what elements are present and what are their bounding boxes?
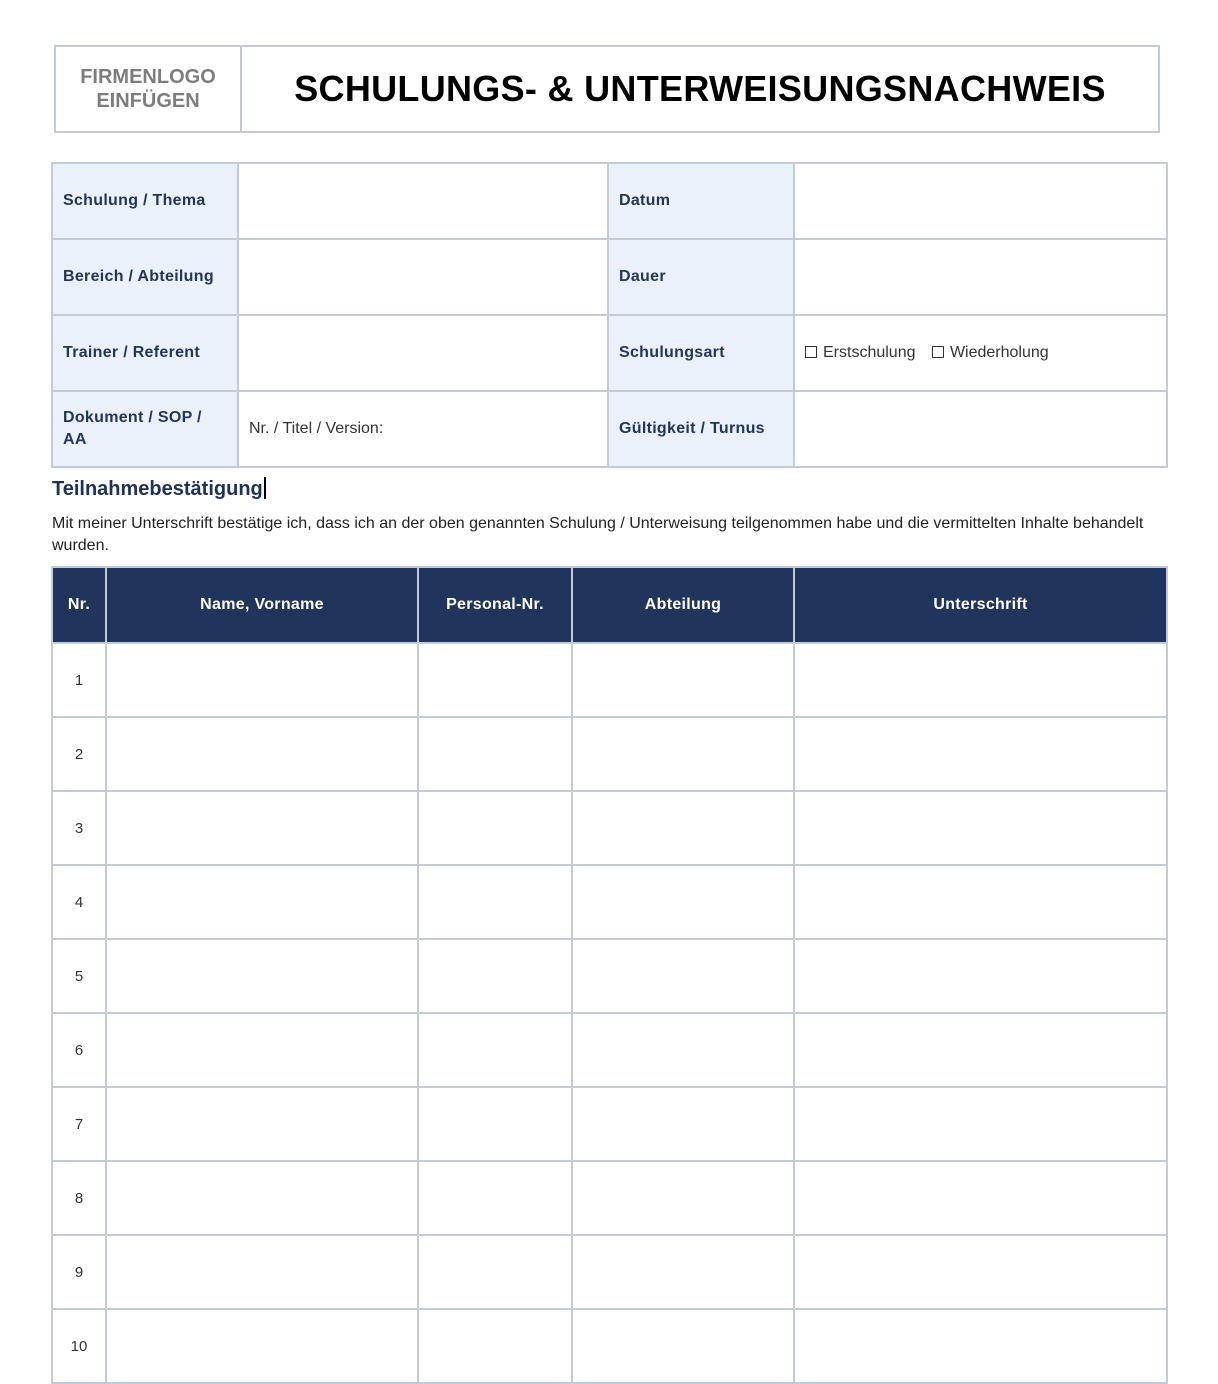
dauer-field[interactable]: [794, 239, 1167, 315]
name-cell[interactable]: [106, 1161, 418, 1235]
row-number: 1: [52, 643, 106, 717]
column-header-unterschrift: Unterschrift: [794, 567, 1167, 643]
schulung-field[interactable]: [238, 163, 608, 239]
unterschrift-cell[interactable]: [794, 939, 1167, 1013]
unterschrift-cell[interactable]: [794, 717, 1167, 791]
erstschulung-option[interactable]: [805, 344, 916, 361]
table-row: [52, 1013, 1167, 1087]
abteilung-cell[interactable]: [572, 1309, 794, 1383]
row-number: 9: [52, 1235, 106, 1309]
table-row: [52, 1309, 1167, 1383]
row-number: 4: [52, 865, 106, 939]
unterschrift-cell[interactable]: [794, 865, 1167, 939]
checkbox-icon[interactable]: [805, 346, 817, 358]
wiederholung-option[interactable]: [932, 344, 1049, 361]
abteilung-cell[interactable]: [572, 1087, 794, 1161]
schulungsart-field: [794, 315, 1167, 391]
abteilung-cell[interactable]: [572, 1013, 794, 1087]
dokument-label: Dokument / SOP / AA: [52, 391, 238, 467]
row-number: 5: [52, 939, 106, 1013]
row-number: 7: [52, 1087, 106, 1161]
row-number: 3: [52, 791, 106, 865]
unterschrift-cell[interactable]: [794, 1013, 1167, 1087]
personal-nr-cell[interactable]: [418, 939, 572, 1013]
column-header-personal-nr: Personal-Nr.: [418, 567, 572, 643]
personal-nr-cell[interactable]: [418, 717, 572, 791]
section-title: [52, 477, 266, 501]
training-info-table: [51, 162, 1168, 468]
document-header: [54, 45, 1160, 133]
table-row: [52, 1235, 1167, 1309]
abteilung-cell[interactable]: [572, 865, 794, 939]
section-title-text: Teilnahmebestätigung: [52, 478, 263, 500]
table-row: [52, 717, 1167, 791]
unterschrift-cell[interactable]: [794, 1309, 1167, 1383]
gueltigkeit-label: Gültigkeit / Turnus: [608, 391, 794, 467]
name-cell[interactable]: [106, 939, 418, 1013]
checkbox-icon[interactable]: [932, 346, 944, 358]
unterschrift-cell[interactable]: [794, 1087, 1167, 1161]
table-row: [52, 939, 1167, 1013]
bereich-field[interactable]: [238, 239, 608, 315]
gueltigkeit-field[interactable]: [794, 391, 1167, 467]
name-cell[interactable]: [106, 1087, 418, 1161]
name-cell[interactable]: [106, 865, 418, 939]
confirmation-text: Mit meiner Unterschrift bestätige ich, dass ich an der oben genannten Schulung / Unterweisung teilgenommen habe und die vermittelten Inhalte behandelt wurden.: [52, 515, 1144, 554]
trainer-field[interactable]: [238, 315, 608, 391]
table-row: [52, 643, 1167, 717]
wiederholung-label: Wiederholung: [949, 344, 1049, 361]
abteilung-cell[interactable]: [572, 643, 794, 717]
row-number: 8: [52, 1161, 106, 1235]
unterschrift-cell[interactable]: [794, 791, 1167, 865]
personal-nr-cell[interactable]: [418, 1309, 572, 1383]
logo-line-2: EINFÜGEN: [96, 90, 200, 112]
personal-nr-cell[interactable]: [418, 791, 572, 865]
participants-table: [51, 566, 1168, 1384]
dokument-field[interactable]: Nr. / Titel / Version:: [238, 391, 608, 467]
unterschrift-cell[interactable]: [794, 1161, 1167, 1235]
personal-nr-cell[interactable]: [418, 643, 572, 717]
column-header-abteilung: Abteilung: [572, 567, 794, 643]
personal-nr-cell[interactable]: [418, 1235, 572, 1309]
personal-nr-cell[interactable]: [418, 1161, 572, 1235]
datum-label: Datum: [608, 163, 794, 239]
row-number: 10: [52, 1309, 106, 1383]
trainer-label: Trainer / Referent: [52, 315, 238, 391]
row-number: 2: [52, 717, 106, 791]
personal-nr-cell[interactable]: [418, 1087, 572, 1161]
name-cell[interactable]: [106, 791, 418, 865]
unterschrift-cell[interactable]: [794, 643, 1167, 717]
text-cursor: [264, 477, 266, 499]
erstschulung-label: Erstschulung: [823, 344, 916, 361]
name-cell[interactable]: [106, 1013, 418, 1087]
name-cell[interactable]: [106, 1309, 418, 1383]
logo-placeholder: [56, 47, 242, 131]
table-row: [52, 791, 1167, 865]
document-title: SCHULUNGS- & UNTERWEISUNGSNACHWEIS: [294, 68, 1106, 109]
unterschrift-cell[interactable]: [794, 1235, 1167, 1309]
logo-line-1: FIRMENLOGO: [80, 66, 216, 88]
bereich-label: Bereich / Abteilung: [52, 239, 238, 315]
abteilung-cell[interactable]: [572, 717, 794, 791]
name-cell[interactable]: [106, 717, 418, 791]
name-cell[interactable]: [106, 643, 418, 717]
personal-nr-cell[interactable]: [418, 865, 572, 939]
abteilung-cell[interactable]: [572, 1235, 794, 1309]
table-row: [52, 1161, 1167, 1235]
name-cell[interactable]: [106, 1235, 418, 1309]
personal-nr-cell[interactable]: [418, 1013, 572, 1087]
row-number: 6: [52, 1013, 106, 1087]
dauer-label: Dauer: [608, 239, 794, 315]
schulung-label: Schulung / Thema: [52, 163, 238, 239]
column-header-name: Name, Vorname: [106, 567, 418, 643]
abteilung-cell[interactable]: [572, 939, 794, 1013]
column-header-nr: Nr.: [52, 567, 106, 643]
schulungsart-label: Schulungsart: [608, 315, 794, 391]
table-row: [52, 1087, 1167, 1161]
abteilung-cell[interactable]: [572, 791, 794, 865]
datum-field[interactable]: [794, 163, 1167, 239]
table-row: [52, 865, 1167, 939]
abteilung-cell[interactable]: [572, 1161, 794, 1235]
